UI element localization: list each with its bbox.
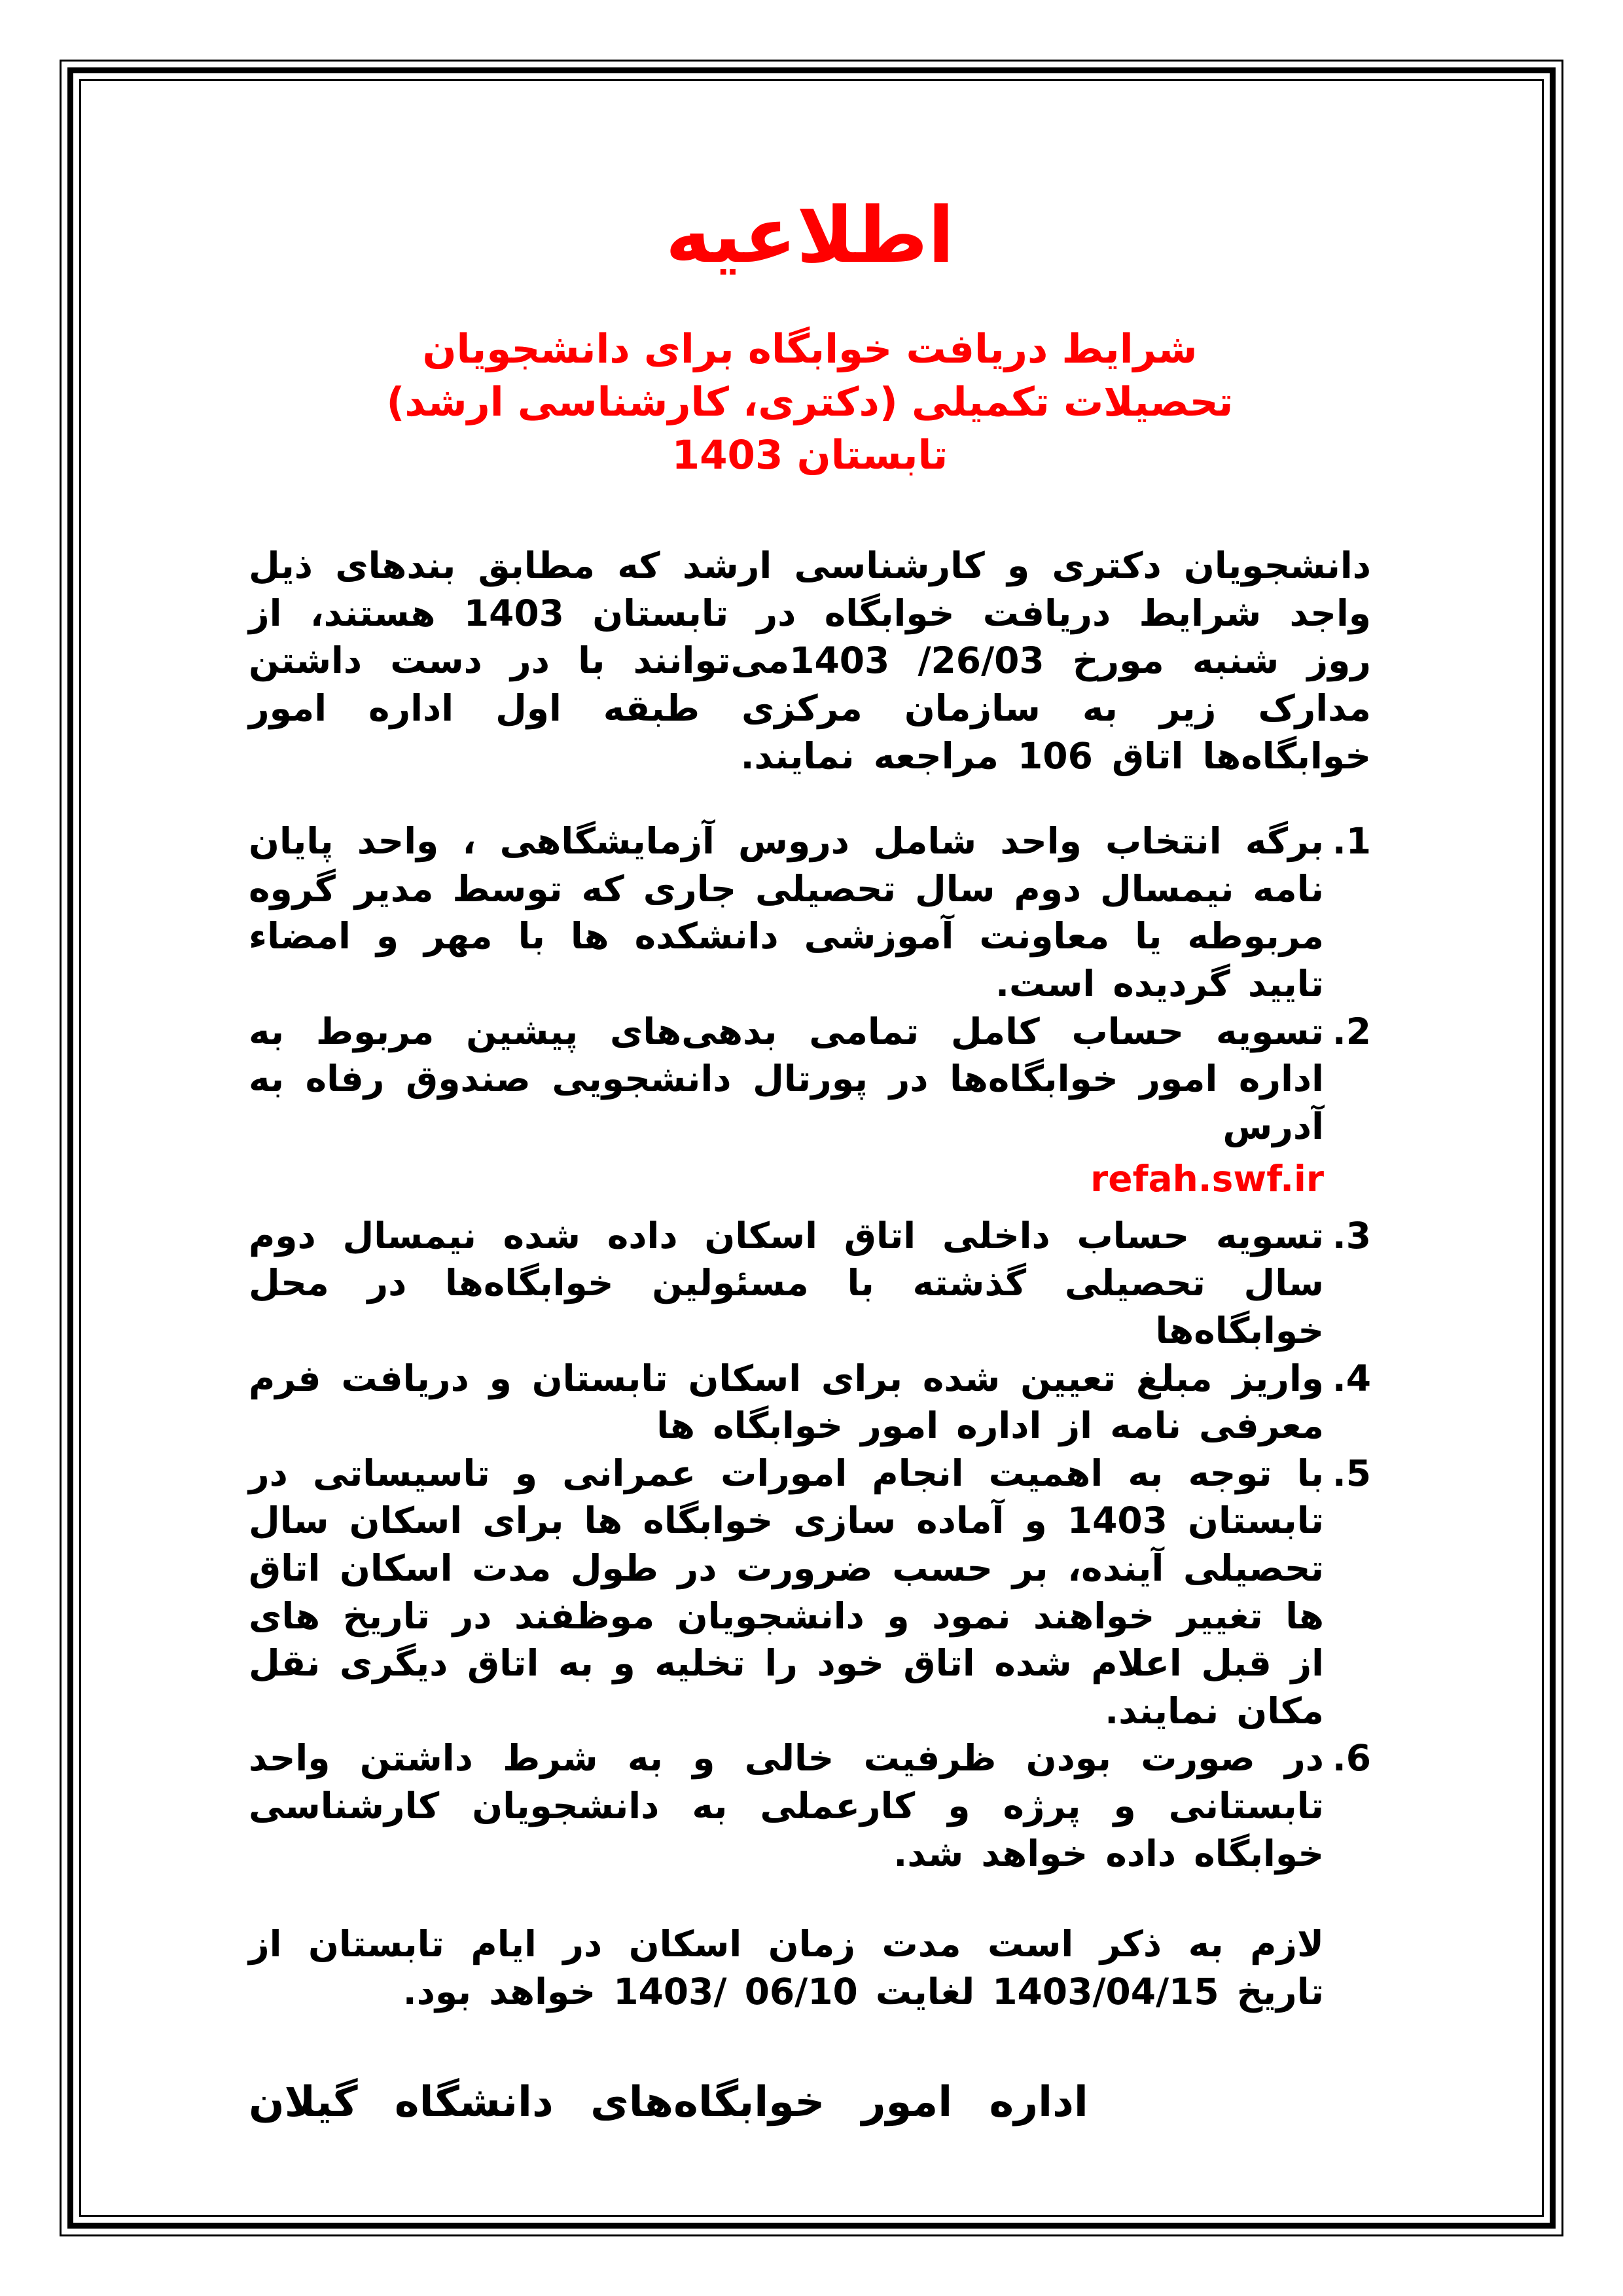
notice-title: اطلاعیه xyxy=(665,190,955,280)
page-content xyxy=(249,118,1371,2128)
list-item-2 xyxy=(249,1008,1371,1203)
refah-portal-url: refah.swf.ir xyxy=(1090,1158,1324,1200)
item-1-text: برگه انتخاب واحد شامل دروس آزمایشگاهی ، واحد پایان نامه نیمسال دوم سال تحصیلی جاری که توسط مدیر گروه مربوطه یا معاونت آموزشی دانشکده ها با مهر و امضاء تایید گردیده است. xyxy=(249,820,1324,1005)
item-3-number: 3. xyxy=(1332,1214,1371,1257)
item-4-number: 4. xyxy=(1332,1357,1371,1399)
list-item-5 xyxy=(249,1450,1371,1735)
item-5-text: با توجه به اهمیت انجام امورات عمرانی و تاسیساتی در تابستان 1403 و آماده سازی خوابگاه ها برای اسکان سال تحصیلی آینده، بر حسب ضرورت در طول مدت اسکان اتاق ها تغییر خواهند نمود و دانشجویان موظفند در تاریخ های از قبل اعلام شده اتاق خود را تخلیه و به اتاق دیگری نقل مکان نمایند. xyxy=(249,1452,1324,1732)
signature-footer: اداره امور خوابگاه‌های دانشگاه گیلان xyxy=(249,2078,1088,2127)
duration-note: لازم به ذکر است مدت زمان اسکان در ایام تابستان از تاریخ 1403/04/15 لغایت 06/10 /1403 خواهد بود. xyxy=(249,1923,1324,2013)
item-5-number: 5. xyxy=(1332,1452,1371,1494)
requirements-list xyxy=(249,817,1371,1877)
list-item-6 xyxy=(249,1734,1371,1877)
intro-paragraph: دانشجویان دکتری و کارشناسی ارشد که مطابق بندهای ذیل واجد شرایط دریافت خوابگاه در تابستان 1403 هستند، از روز شنبه مورخ 26/03/ 1403می‌توانند با در دست داشتن مدارک زیر به سازمان مرکزی طبقه اول اداره امور خوابگاه‌ها اتاق 106 مراجعه نمایند. xyxy=(249,545,1371,777)
list-item-1 xyxy=(249,817,1371,1007)
list-item-3 xyxy=(249,1212,1371,1355)
item-1-number: 1. xyxy=(1332,820,1371,863)
item-6-text: در صورت بودن ظرفیت خالی و به شرط داشتن واحد تابستانی و پرژه و کارعملی به دانشجویان کارشناسی خوابگاه داده خواهد شد. xyxy=(249,1737,1324,1874)
notice-subtitle xyxy=(249,323,1371,482)
subtitle-line-3: تابستان 1403 xyxy=(671,432,948,479)
subtitle-line-1: شرایط دریافت خوابگاه برای دانشجویان xyxy=(422,325,1198,372)
subtitle-line-2: تحصیلات تکمیلی (دکتری، کارشناسی ارشد) xyxy=(386,378,1234,425)
item-6-number: 6. xyxy=(1332,1737,1371,1780)
item-3-text: تسویه حساب داخلی اتاق اسکان داده شده نیمسال دوم سال تحصیلی گذشته با مسئولین خوابگاه‌ها در محل خوابگاه‌ها xyxy=(249,1214,1324,1352)
item-4-text: واریز مبلغ تعیین شده برای اسکان تابستان و دریافت فرم معرفی نامه از اداره امور خوابگاه ها xyxy=(249,1357,1324,1447)
list-item-4 xyxy=(249,1355,1371,1450)
item-2-text: تسویه حساب کامل تمامی بدهی‌های پیشین مربوط به اداره امور خوابگاه‌ها در پورتال دانشجویی صندوق رفاه به آدرس xyxy=(249,1010,1324,1147)
item-2-number: 2. xyxy=(1332,1010,1371,1052)
